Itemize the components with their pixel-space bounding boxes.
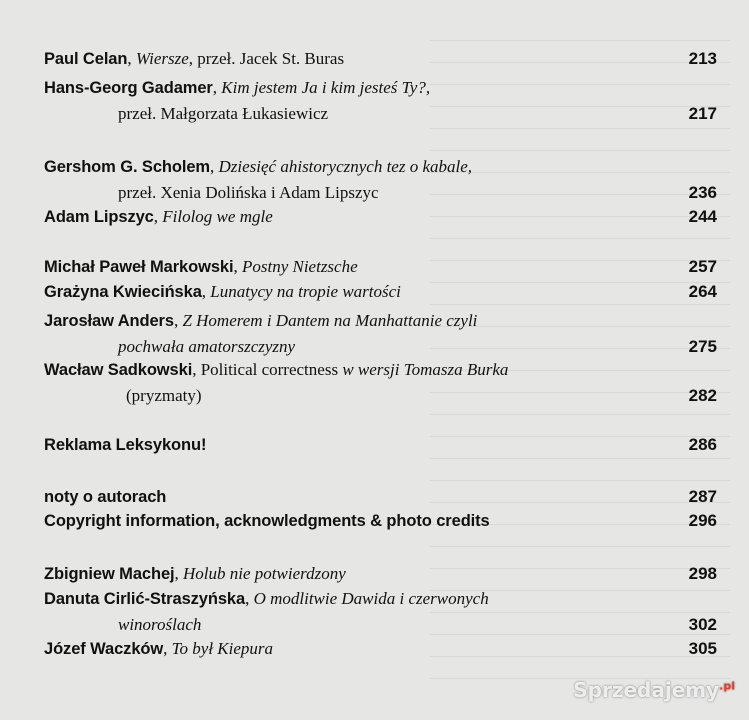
toc-title: w wersji Tomasza Burka — [342, 360, 509, 379]
toc-entry-line — [44, 78, 430, 98]
toc-title: Wiersze — [135, 49, 189, 68]
toc-entry-line — [44, 311, 477, 331]
toc-entry-line — [44, 435, 206, 455]
toc-text: (pryzmaty) — [126, 386, 202, 405]
toc-title: Filolog we mgle — [162, 207, 273, 226]
toc-author: Grażyna Kwiecińska — [44, 283, 202, 301]
toc-entry-line — [44, 207, 273, 227]
toc-text: , — [127, 49, 136, 68]
toc-title: Holub nie potwierdzony — [183, 564, 346, 583]
toc-author: Reklama Leksykonu! — [44, 436, 207, 454]
toc-entry-line — [118, 615, 201, 635]
toc-title: Lunatycy na tropie wartości — [210, 282, 401, 301]
toc-author: Michał Paweł Markowski — [44, 258, 234, 276]
toc-page-number: 287 — [688, 487, 717, 506]
toc-author: Zbigniew Machej — [44, 565, 175, 583]
toc-text: , — [201, 282, 211, 301]
toc-entry-line — [44, 564, 346, 584]
toc-title: Postny Nietzsche — [241, 257, 358, 276]
toc-author: Adam Lipszyc — [44, 208, 154, 226]
toc-text: , przeł. Jacek St. Buras — [188, 49, 345, 68]
toc-page-number: 217 — [688, 104, 717, 123]
toc-text: przeł. Małgorzata Łukasiewicz — [118, 104, 329, 123]
toc-text: , — [174, 564, 184, 583]
toc-text: przeł. Xenia Dolińska i Adam Lipszyc — [118, 183, 379, 202]
toc-entry-line — [44, 49, 344, 69]
toc-page-number: 244 — [688, 207, 717, 226]
toc-entry-line — [44, 157, 472, 177]
toc-title: Dziesięć ahistorycznych tez o kabale, — [218, 157, 473, 176]
toc-page-number: 305 — [688, 639, 717, 658]
toc-author: Gershom G. Scholem — [44, 158, 210, 176]
toc-entry-line — [44, 639, 273, 659]
toc-title: winoroślach — [118, 615, 202, 634]
toc-page-number: 296 — [688, 511, 717, 530]
toc-text: , — [210, 157, 219, 176]
toc-text: , Political correctness — [192, 360, 343, 379]
watermark-logo — [573, 678, 735, 702]
toc-text: , — [163, 639, 172, 658]
toc-author: Copyright information, acknowledgments & photo credits — [44, 512, 490, 530]
toc-author: Danuta Cirlić-Straszyńska — [44, 590, 246, 608]
toc-title: pochwała amatorszczyzny — [118, 337, 296, 356]
toc-author: noty o autorach — [44, 488, 167, 506]
toc-page-number: 302 — [688, 615, 717, 634]
toc-entry-line — [44, 589, 489, 609]
toc-text: , — [233, 257, 242, 276]
toc-page-number: 298 — [688, 564, 717, 583]
toc-entry-line — [44, 511, 490, 531]
toc-page-number: 286 — [688, 435, 717, 454]
toc-text: , — [245, 589, 254, 608]
toc-text: , — [212, 78, 222, 97]
toc-page-number: 264 — [688, 282, 717, 301]
toc-entry-line — [44, 360, 508, 380]
toc-author: Paul Celan — [44, 50, 128, 68]
toc-author: Hans-Georg Gadamer — [44, 79, 213, 97]
watermark-text: Sprzedajemy — [573, 678, 720, 702]
toc-author: Józef Waczków — [44, 640, 164, 658]
toc-entry-line — [118, 337, 295, 357]
toc-page-number: 213 — [688, 49, 717, 68]
toc-page-number: 282 — [688, 386, 717, 405]
toc-entry-line — [118, 183, 379, 203]
toc-title: Z Homerem i Dantem na Manhattanie czyli — [182, 311, 478, 330]
toc-entry-line — [126, 386, 202, 406]
toc-text: , — [173, 311, 183, 330]
toc-author: Jarosław Anders — [44, 312, 174, 330]
toc-author: Wacław Sadkowski — [44, 361, 193, 379]
toc-title: To był Kiepura — [171, 639, 274, 658]
toc-entry-line — [44, 257, 358, 277]
toc-entry-line — [44, 282, 401, 302]
toc-page-number: 257 — [688, 257, 717, 276]
toc-page-number: 275 — [688, 337, 717, 356]
toc-entry-line — [44, 487, 166, 507]
toc-entry-line — [118, 104, 328, 124]
toc-title: Kim jestem Ja i kim jesteś Ty?, — [221, 78, 431, 97]
toc-title: O modlitwie Dawida i czerwonych — [253, 589, 489, 608]
toc-page-number: 236 — [688, 183, 717, 202]
watermark-suffix: .pl — [719, 679, 735, 693]
toc-text: , — [153, 207, 163, 226]
